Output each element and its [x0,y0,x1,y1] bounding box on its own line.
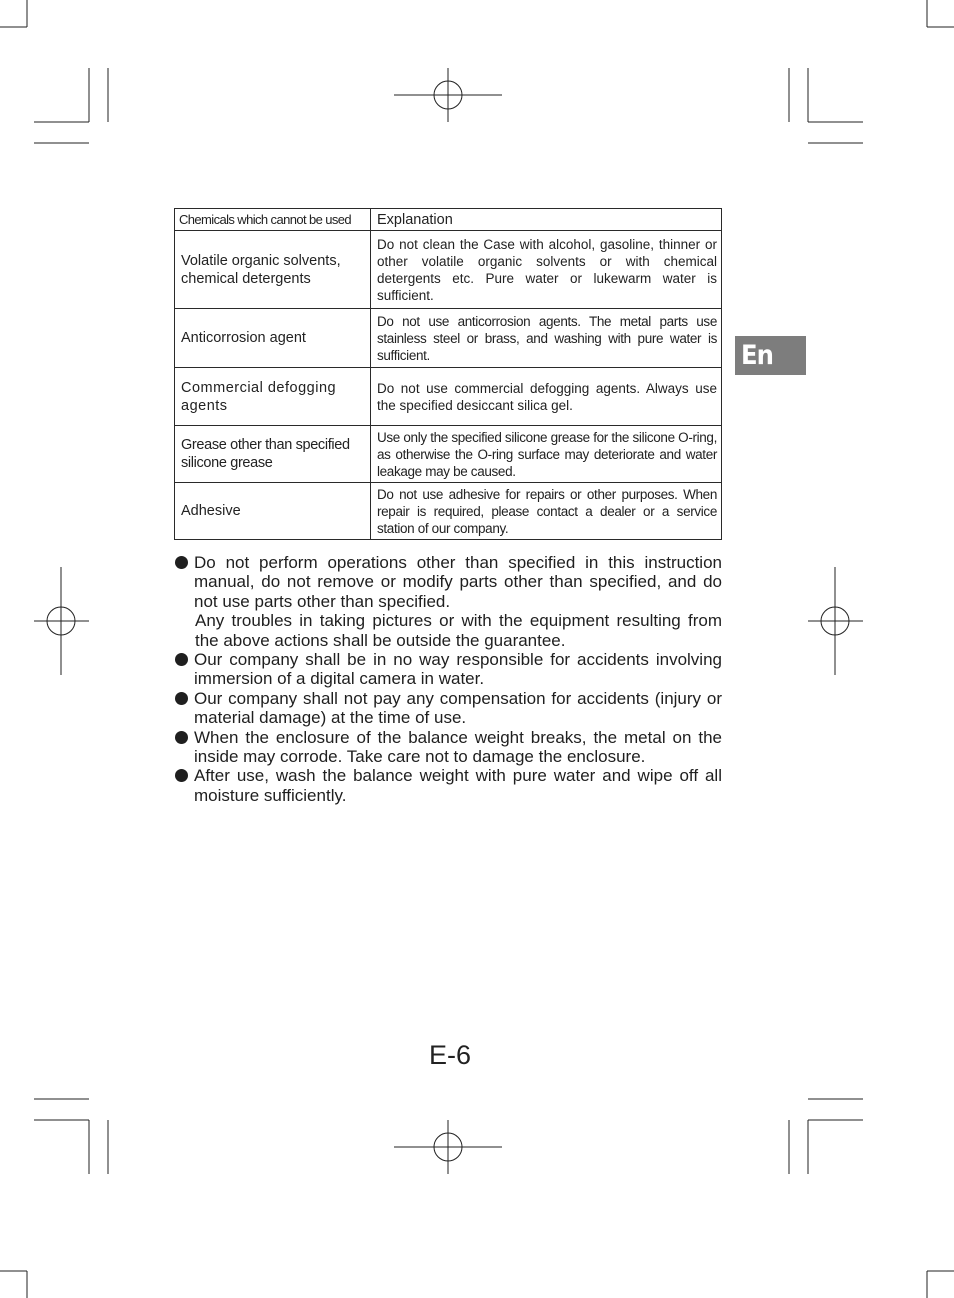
registration-target-bottom [394,1120,502,1174]
list-item [174,766,722,805]
bullet-icon [175,769,188,782]
page-number: E-6 [428,1040,472,1070]
note-continuation: Any troubles in taking pictures or with the equipment resulting from the above actions shall be outside the guarantee. [195,611,722,650]
note-text: Our company shall be in no way responsible for accidents involving immersion of a digital camera in water. [194,650,722,689]
bullet-icon [175,692,188,705]
list-item [174,553,722,611]
table-row [175,368,722,426]
table-row [175,483,722,540]
note-text: Our company shall not pay any compensation for accidents (injury or material damage) at the time of use. [194,688,722,728]
registration-target-top [394,68,502,122]
chemical-name: Commercial defogging agents [175,368,371,426]
chemicals-table [174,208,722,540]
chemical-name: Grease other than specified silicone grease [175,426,371,483]
chemical-explanation: Do not use commercial defogging agents. Always use the specified desiccant silica gel. [371,368,722,426]
chemical-name: Adhesive [175,483,371,540]
list-item [174,689,722,728]
chemical-explanation: Do not use adhesive for repairs or other purposes. When repair is required, please contact a dealer or a service station of our company. [371,483,722,540]
chemical-explanation: Do not clean the Case with alcohol, gasoline, thinner or other volatile organic solvents or with chemical detergents etc. Pure water or lukewarm water is sufficient. [371,231,722,309]
column-header-explanation: Explanation [371,209,722,231]
note-text: After use, wash the balance weight with pure water and wipe off all moisture sufficiently. [194,766,722,805]
list-item [174,650,722,689]
table-header-row [175,209,722,231]
note-text: Do not perform operations other than specified in this instruction manual, do not remove or modify parts other than specified, and do not use parts other than specified. [194,553,722,611]
bullet-icon [175,731,188,744]
chemical-name: Volatile organic solvents, chemical detergents [175,231,371,309]
note-text: When the enclosure of the balance weight breaks, the metal on the inside may corrode. Take care not to damage the enclosure. [194,727,722,767]
bullet-icon [175,653,188,666]
bullet-icon [175,556,188,569]
table-row [175,231,722,309]
table-row [175,426,722,483]
language-tab: En [735,336,806,375]
chemical-name: Anticorrosion agent [175,309,371,368]
registration-target-left [34,567,89,675]
list-item [174,728,722,767]
chemical-explanation: Use only the specified silicone grease for the silicone O-ring, as otherwise the O-ring surface may deteriorate and water leakage may be caused. [371,426,722,483]
notes-list [174,553,722,805]
table-row [175,309,722,368]
registration-target-right [808,567,863,675]
chemical-explanation: Do not use anticorrosion agents. The metal parts use stainless steel or brass, and washing with pure water is sufficient. [371,309,722,368]
column-header-chemicals: Chemicals which cannot be used [175,209,371,231]
